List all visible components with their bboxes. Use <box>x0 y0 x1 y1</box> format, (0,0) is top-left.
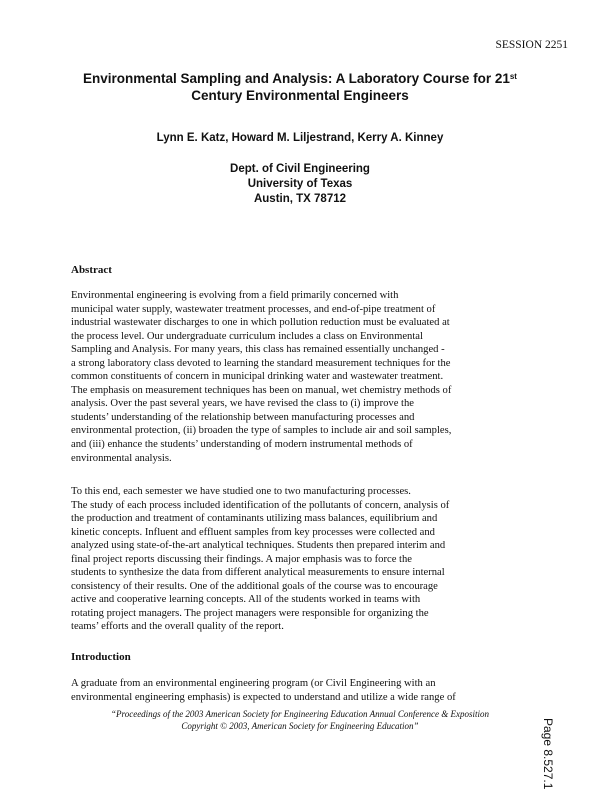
affiliation-location: Austin, TX 78712 <box>253 193 347 205</box>
affiliation-dept: Dept. of Civil Engineering <box>230 163 370 175</box>
author-list: Lynn E. Katz, Howard M. Liljestrand, Kerry A. Kinney <box>156 132 444 144</box>
proceedings-footer <box>60 709 540 732</box>
abstract-heading: Abstract <box>71 264 112 276</box>
affiliation <box>60 162 540 207</box>
title-superscript: st <box>509 72 517 81</box>
session-label: SESSION 2251 <box>495 39 568 51</box>
abstract-paragraph-1: Environmental engineering is evolving from a field primarily concerned with municipal water supply, wastewater treatment processes, and end-of-pipe treatment of industrial wastewater discharges to one in which pollution reduction must be evaluated at the process level. Our undergraduate curriculum includes a class on Environmental Sampling and Analysis. For many years, this class has remained essentially unchanged - a strong laboratory class devoted to learning the standard measurement techniques for the common constituents of concern in municipal drinking water and wastewater treatment. The emphasis on measurement techniques has been on manual, wet chemistry methods of analysis. Over the past several years, we have revised the class to (i) improve the students’ understanding of the relationship between manufacturing processes and environmental protection, (ii) broaden the type of samples to include air and soil samples, and (iii) enhance the students’ understanding of modern instrumental methods of environmental analysis. <box>71 290 452 464</box>
abstract-paragraph-2: To this end, each semester we have studied one to two manufacturing processes. The study of each process included identification of the pollutants of concern, analysis of the production and treatment of contaminants utilizing mass balances, equilibrium and kinetic concepts. Influent and effluent samples from key processes were collected and analyzed using state-of-the-art analytical techniques. Students then prepared interim and final project reports discussing their findings. A major emphasis was to force the students to synthesize the data from different analytical measurements to ensure internal consistency of their results. One of the additional goals of the course was to encourage active and cooperative learning concepts. All of the students worked in teams with rotating project managers. The project managers were responsible for organizing the teams’ efforts and the overall quality of the report. <box>71 486 450 633</box>
title-line-1: Environmental Sampling and Analysis: A Laboratory Course for 21 <box>83 71 510 86</box>
page-number: Page 8.527.1 <box>541 718 555 789</box>
paper-title <box>60 70 540 104</box>
title-line-2: Century Environmental Engineers <box>191 88 409 103</box>
footer-line-2: Copyright © 2003, American Society for Engineering Education” <box>181 720 419 731</box>
affiliation-university: University of Texas <box>247 178 353 190</box>
footer-line-1: “Proceedings of the 2003 American Society for Engineering Education Annual Conference & Exposition <box>111 709 489 719</box>
introduction-paragraph: A graduate from an environmental engineering program (or Civil Engineering with an environmental engineering emphasis) is expected to understand and utilize a wide range of <box>71 678 456 703</box>
introduction-heading: Introduction <box>71 651 131 663</box>
